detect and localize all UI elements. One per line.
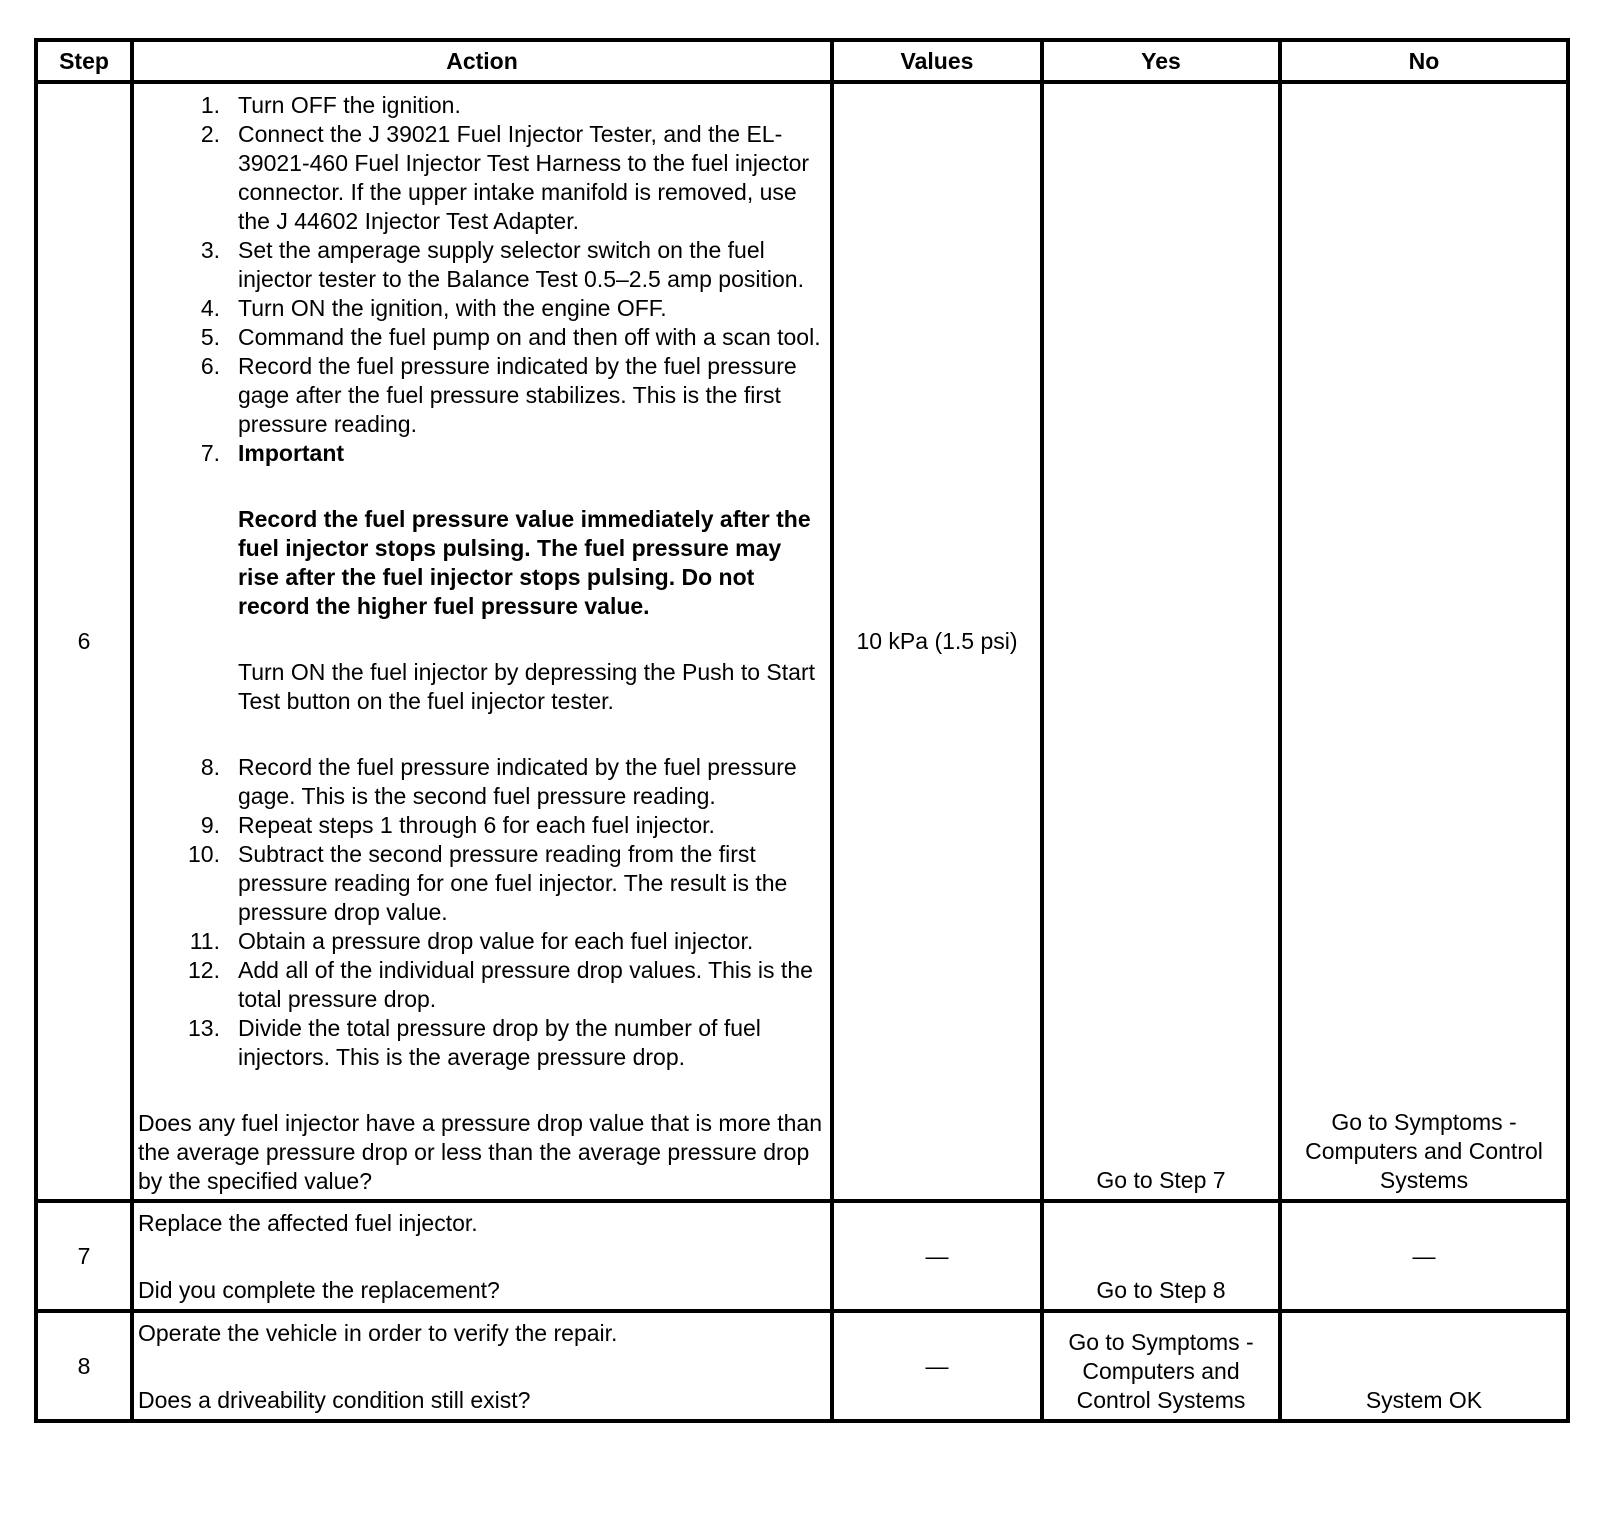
values-cell: 10 kPa (1.5 psi) bbox=[832, 82, 1042, 1201]
table-row-step-6 bbox=[36, 82, 1568, 1201]
header-row bbox=[36, 40, 1568, 82]
substep: 11. Obtain a pressure drop value for each fuel injector. bbox=[189, 928, 754, 954]
action-cell bbox=[132, 1201, 832, 1311]
important-note: Record the fuel pressure value immediately after the fuel injector stops pulsing. The fuel pressure may rise after the fuel injector stops pulsing. Do not record the higher fuel pressure value. bbox=[238, 506, 811, 619]
header-action: Action bbox=[132, 40, 832, 82]
yes-cell: Go to Symptoms - Computers and Control Systems bbox=[1042, 1311, 1280, 1421]
header-yes: Yes bbox=[1042, 40, 1280, 82]
header-no: No bbox=[1280, 40, 1568, 82]
step-number: 6 bbox=[36, 82, 132, 1201]
substep-text: Turn ON the fuel injector by depressing the Push to Start Test button on the fuel injector tester. bbox=[238, 659, 815, 714]
substep: 9. Repeat steps 1 through 6 for each fuel injector. bbox=[200, 812, 715, 838]
header-step: Step bbox=[36, 40, 132, 82]
substep: 4. Turn ON the ignition, with the engine OFF. bbox=[200, 295, 667, 321]
important-title: Important bbox=[238, 440, 345, 466]
values-cell: — bbox=[832, 1311, 1042, 1421]
procedure-table bbox=[34, 38, 1570, 1423]
step-question: Does any fuel injector have a pressure drop value that is more than the average pressure drop or less than the average pressure drop by the specified value? bbox=[138, 1110, 822, 1194]
table-row-step-7 bbox=[36, 1201, 1568, 1311]
yes-cell: Go to Step 7 bbox=[1042, 82, 1280, 1201]
values-cell: — bbox=[832, 1201, 1042, 1311]
action-cell bbox=[132, 82, 832, 1201]
table-row-step-8 bbox=[36, 1311, 1568, 1421]
substep: 8. Record the fuel pressure indicated by the fuel pressure gage. This is the second fuel pressure reading. bbox=[200, 754, 797, 809]
substep: 12. Add all of the individual pressure drop values. This is the total pressure drop. bbox=[188, 957, 813, 1012]
no-cell: — bbox=[1280, 1201, 1568, 1311]
action-cell bbox=[132, 1311, 832, 1421]
action-text: Operate the vehicle in order to verify the repair. bbox=[138, 1320, 618, 1346]
substep-list bbox=[138, 91, 826, 1072]
no-cell: System OK bbox=[1280, 1311, 1568, 1421]
substep: 1. Turn OFF the ignition. bbox=[200, 92, 461, 118]
step-number: 8 bbox=[36, 1311, 132, 1421]
substep: 3. Set the amperage supply selector switch on the fuel injector tester to the Balance Test 0.5–2.5 amp position. bbox=[200, 237, 804, 292]
step-question: Did you complete the replacement? bbox=[138, 1277, 500, 1303]
action-text: Replace the affected fuel injector. bbox=[138, 1210, 478, 1236]
yes-cell: Go to Step 8 bbox=[1042, 1201, 1280, 1311]
header-values: Values bbox=[832, 40, 1042, 82]
substep-important: 7. Important Record the fuel pressure value immediately after the fuel injector stops pulsing. The fuel pressure may rise after the fuel injector stops pulsing. Do not record the higher fuel pressure value. Turn ON the fuel injector by depressing the Push to Start Test button on the fuel injector tester. bbox=[138, 439, 826, 753]
no-cell: Go to Symptoms - Computers and Control Systems bbox=[1280, 82, 1568, 1201]
substep: 2. Connect the J 39021 Fuel Injector Tester, and the EL-39021-460 Fuel Injector Test Harness to the fuel injector connector. If the upper intake manifold is removed, use the J 44602 Injector Test Adapter. bbox=[200, 121, 810, 234]
step-question: Does a driveability condition still exist? bbox=[138, 1387, 531, 1413]
substep: 6. Record the fuel pressure indicated by the fuel pressure gage after the fuel pressure stabilizes. This is the first pressure reading. bbox=[200, 353, 797, 437]
substep: 10. Subtract the second pressure reading from the first pressure reading for one fuel injector. The result is the pressure drop value. bbox=[188, 841, 788, 925]
substep: 5. Command the fuel pump on and then off with a scan tool. bbox=[200, 324, 821, 350]
substep: 13. Divide the total pressure drop by the number of fuel injectors. This is the average pressure drop. bbox=[188, 1015, 761, 1070]
step-number: 7 bbox=[36, 1201, 132, 1311]
